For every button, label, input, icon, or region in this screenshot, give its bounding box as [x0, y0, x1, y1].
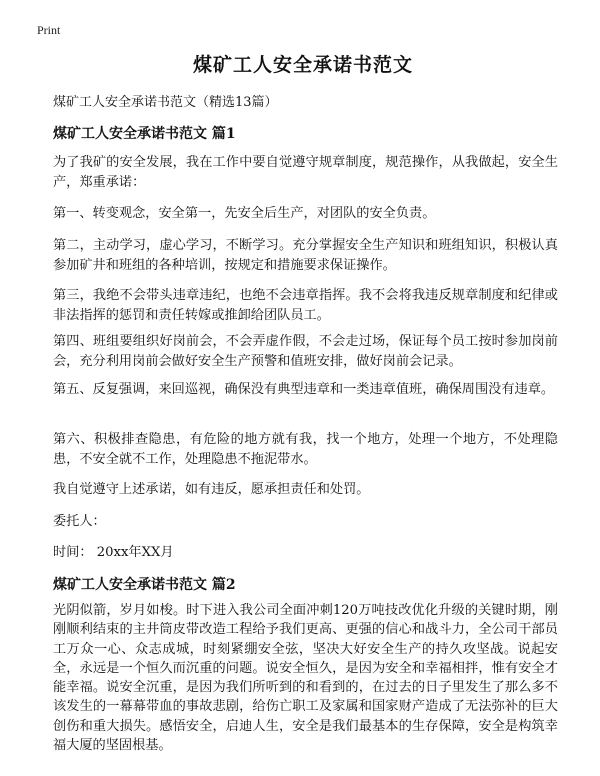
- section-heading-1: 煤矿工人安全承诺书范文 篇1: [53, 126, 236, 142]
- signatory-line: 委托人：: [53, 514, 106, 529]
- paragraph: 第二，主动学习，虚心学习，不断学习。充分掌握安全生产知识和班组知识，积极认真参加矿井和班组的各种培训，按规定和措施要求保证操作。: [53, 238, 558, 273]
- paragraph: 光阴似箭，岁月如梭。时下进入我公司全面冲刺120万吨技改优化升级的关键时期，刚刚顺利结束的主井筒皮带改造工程给予我们更高、更强的信心和战斗力，全公司干部员工万众一心、众志成城，时刻紧绷安全弦，坚决大好安全生产的持久攻坚战。说起安全，永远是一个恒久而沉重的问题。说安全恒久，是因为安全和幸福相拌，惟有安全才能幸福。说安全沉重，是因为我们所听到的和看到的，在过去的日子里发生了那么多不该发生的一幕幕带血的事故悲剧，给伤亡职工及家属和国家财产造成了无法弥补的巨大创伤和重大损失。感悟安全，启迪人生，安全是我们最基本的生存保障，安全是构筑幸福大厦的坚固根基。: [53, 603, 558, 754]
- document-title: 煤矿工人安全承诺书范文: [192, 54, 413, 76]
- paragraph: 第一、转变观念，安全第一，先安全后生产，对团队的安全负责。: [53, 206, 436, 221]
- date-line: 时间： 20xx年XX月: [53, 545, 174, 560]
- paragraph: 我自觉遵守上述承诺，如有违反，愿承担责任和处罚。: [53, 482, 370, 497]
- print-link[interactable]: Print: [37, 23, 61, 37]
- paragraph: 为了我矿的安全发展，我在工作中要自觉遵守规章制度，规范操作，从我做起，安全生产，郑重承诺：: [53, 155, 558, 190]
- paragraph: 第五、反复强调，来回巡视，确保没有典型违章和一类违章值班，确保周围没有违章。: [53, 382, 555, 397]
- paragraph: 第四、班组要组织好岗前会，不会弄虚作假，不会走过场，保证每个员工按时参加岗前会，充分利用岗前会做好安全生产预警和值班安排，做好岗前会记录。: [53, 334, 558, 369]
- document-subtitle: 煤矿工人安全承诺书范文（精选13篇）: [53, 95, 278, 110]
- paragraph: 第六、积极排查隐患，有危险的地方就有我，找一个地方，处理一个地方，不处理隐患，不安全就不工作，处理隐患不拖泥带水。: [53, 432, 558, 467]
- section-heading-2: 煤矿工人安全承诺书范文 篇2: [53, 577, 236, 593]
- paragraph: 第三，我绝不会带头违章违纪，也绝不会违章指挥。我不会将我违反规章制度和纪律或非法指挥的惩罚和责任转嫁或推卸给团队员工。: [53, 288, 558, 323]
